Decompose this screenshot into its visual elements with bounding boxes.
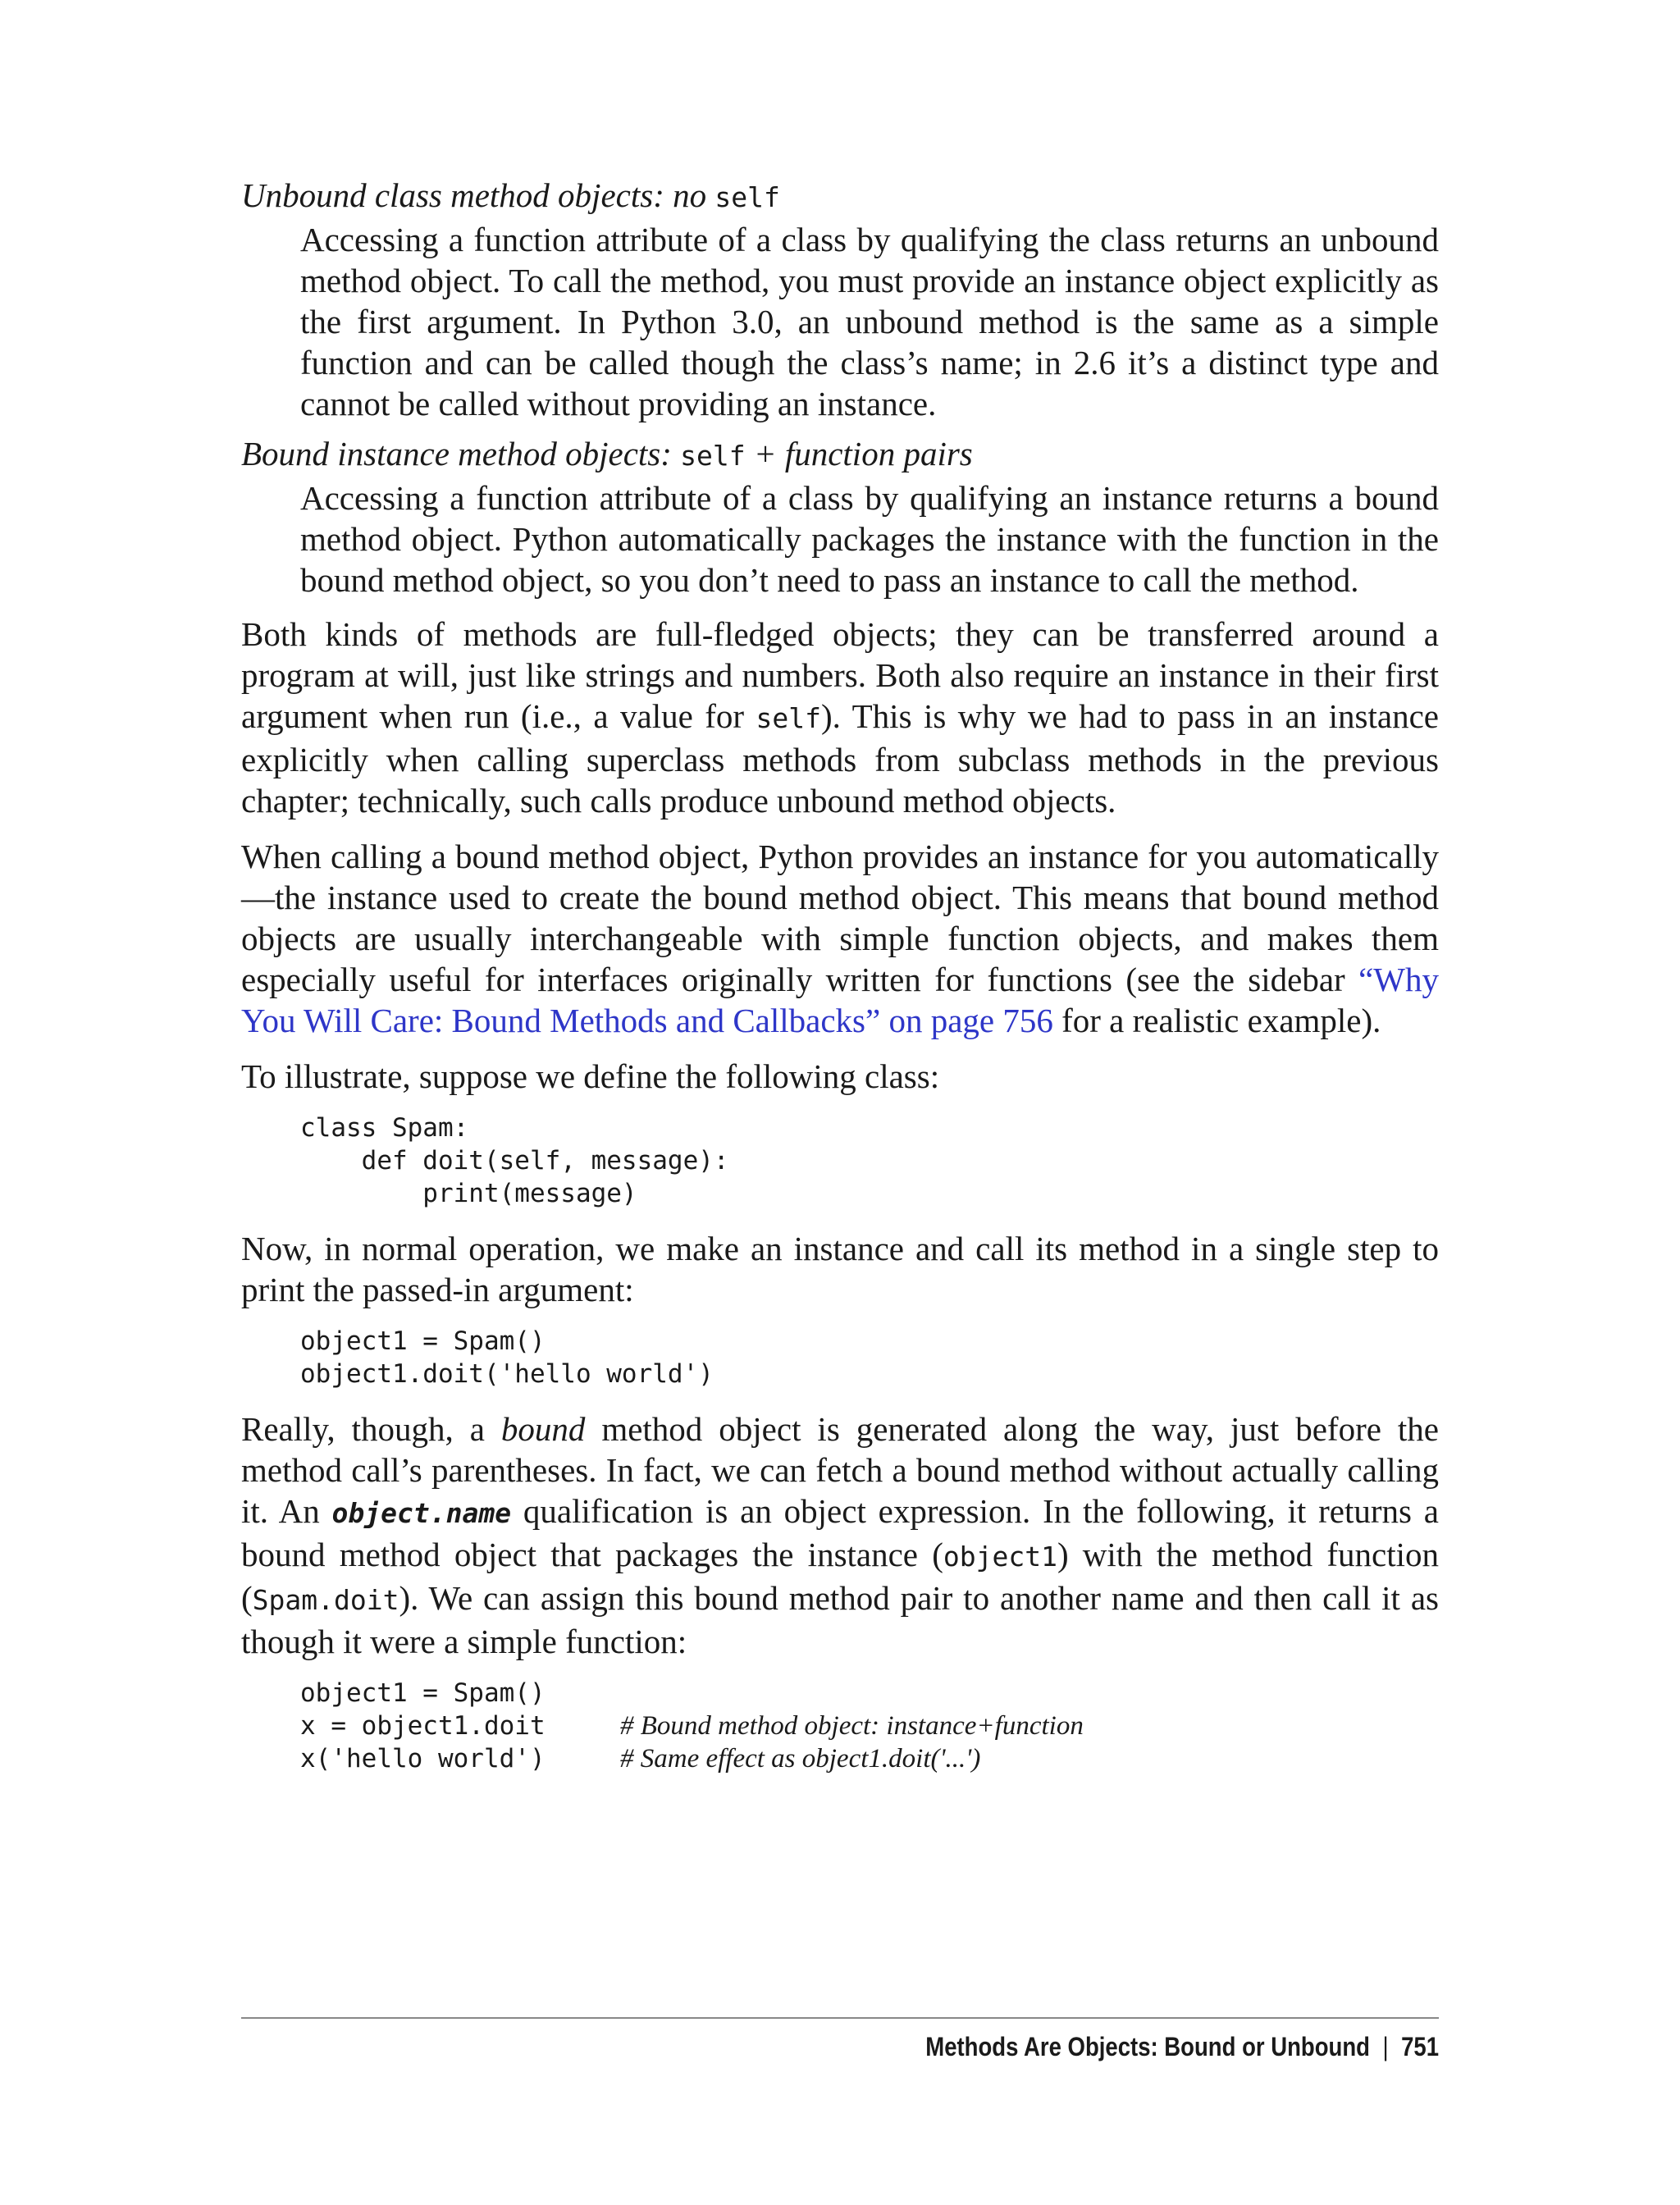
text-run: ). This is why we had to pass in an instance explicitly when calling superclass methods from subclass methods in the previous chapter; technically, such calls produce unbound method objects. [241,697,1439,819]
paragraph-normal-operation: Now, in normal operation, we make an instance and call its method in a single step to print the passed-in argument: [241,1230,1439,1308]
definition-body-bound: Accessing a function attribute of a class by qualifying an instance returns a bound method object. Python automatically packages the instance with the function in the bound method object, so you don’t need to pass an instance to call the method. [300,479,1439,599]
text-run: for a realistic example). [1052,1002,1381,1039]
definition-term-unbound [241,174,1439,219]
code-block-call-method [300,1325,1439,1390]
page-footer [409,2029,1439,2064]
code-line: object1 = Spam() [300,1326,546,1356]
paragraph-calling-bound [241,836,1439,1041]
code-statement: object1 = Spam() [300,1678,546,1708]
sidebar-cross-reference-link[interactable]: “Why You Will Care: Bound Methods and Callbacks” on page 756 [241,961,1439,1039]
text-run: ). We can assign this bound method pair to another name and then call it as though it were a simple function: [241,1579,1439,1660]
term-text: Bound instance method objects: [241,435,681,472]
footer-separator: | [1382,2032,1389,2061]
footer-rule [241,2017,1439,2019]
term-text-post: + function pairs [745,435,973,472]
inline-code: object1 [943,1541,1057,1573]
term-code: self [680,440,746,472]
definition-term-bound [241,432,1439,477]
code-comment: # Bound method object: instance+function [620,1711,1084,1741]
paragraph-full-fledged [241,614,1439,821]
code-line [300,1677,1439,1710]
code-line [300,1710,1439,1742]
definition-body-unbound: Accessing a function attribute of a class by qualifying the class returns an unbound method object. To call the method, you must provide an instance object explicitly as the first argument. In Python 3.0, an unbound method is the same as a simple function and can be called though the class’s name; in 2.6 it’s a distinct type and cannot be called without providing an instance. [300,221,1439,422]
inline-code-italic [332,1497,512,1529]
code-block-bound-method-pair [300,1677,1439,1775]
paragraph-illustrate: To illustrate, suppose we define the following class: [241,1057,940,1095]
code-line [300,1742,1439,1775]
inline-code: self [756,702,822,734]
code-emphasis: object.name [331,1497,512,1529]
text-run: ) with the method function ( [241,1536,1440,1617]
text-run: method object is generated along the way, just before the method call’s parentheses. In fact, we can fetch a bound method without actually calling it. An [241,1410,1439,1530]
code-statement: x = object1.doit [300,1711,546,1741]
code-line: class Spam: [300,1113,469,1143]
text-run: When calling a bound method object, Python provides an instance for you automatically—the instance used to create the bound method object. This means that bound method objects are usually interchangeable with simple function objects, and makes them especially useful for interfaces originally written for functions (see the sidebar [241,838,1439,998]
text-run: Both kinds of methods are full-fledged objects; they can be transferred around a program at will, just like strings and numbers. Both also require an instance in their first argument when run (i.e., a value for [241,615,1439,735]
term-code: self [714,181,780,213]
emphasis: bound [500,1410,586,1448]
inline-code: Spam.doit [252,1584,399,1616]
code-line: object1.doit('hello world') [300,1359,714,1389]
text-run: qualification is an object expression. In the following, it returns a bound method object that packages the instance ( [241,1492,1439,1573]
running-footer-title: Methods Are Objects: Bound or Unbound [925,2032,1370,2061]
code-statement: x('hello world') [300,1744,546,1774]
page-content [241,174,1439,1793]
code-comment: # Same effect as object1.doit('...') [620,1744,981,1774]
page-number: 751 [1401,2032,1439,2061]
code-block-class-spam [300,1112,1439,1210]
text-run: Really, though, a [241,1410,501,1448]
code-line: print(message) [300,1179,637,1208]
paragraph-really-bound [241,1408,1439,1662]
code-line: def doit(self, message): [300,1146,729,1176]
term-text: Unbound class method objects: no [241,176,715,214]
